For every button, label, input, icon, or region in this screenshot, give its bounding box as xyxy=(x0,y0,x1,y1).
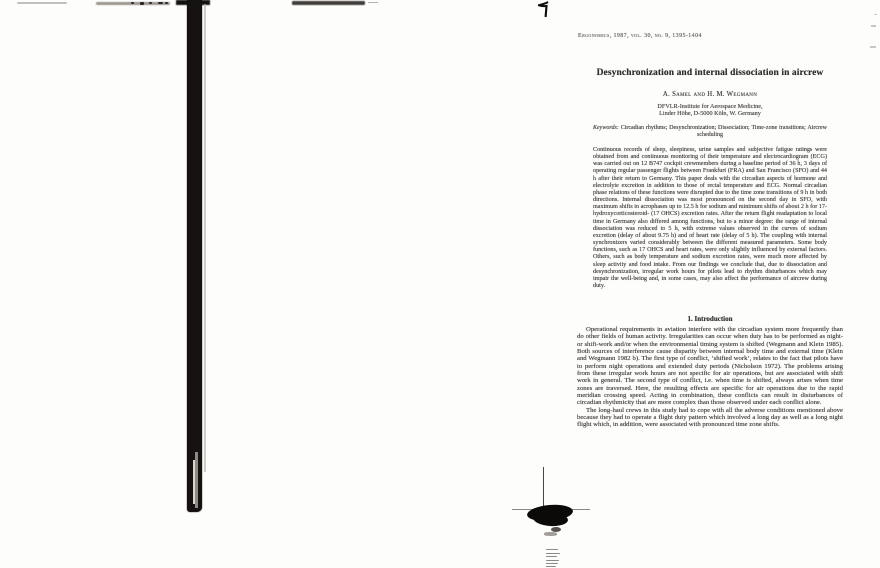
margin-smudge-text xyxy=(546,549,558,550)
ink-blob-smudge xyxy=(544,532,557,536)
author-line: A. Samel and H. M. Wegmann xyxy=(662,91,758,98)
abstract-text: Continuous records of sleep, sleepiness, urine samples and subjective fatigue ratings were obtained from and continuous monitoring of their temperature and electrocardiogram (ECG) was carried out on 12 B747 cockpit crewmembers during a baseline period of 36 h, 3 days of operating regular passenger flights between Frankfurt (FRA) and San Francisco (SFO) and 44 h after their return to Germany. This paper deals with the circadian aspects of hormone and electrolyte excretion in addition to those of rectal temperature and ECG. Normal circadian phase relations of these functions were disrupted due to the time zone transitions of 9 h in both directions. Internal dissociation was most pronounced on the second day in SFO, with maximum shifts in acrophases up to 12.5 h for sodium and minimum shifts of about 2 h for 17-hydroxycorticosteroid- (17 OHCS) excretion rates. After the return flight readaptation to local time in Germany also differed among functions, but to a minor degree: the range of internal dissociation was reduced to 5 h, with extreme values observed in the curves of sodium excretion (delay of about 9.75 h) and of heart rate (delay of 5 h). The coupling with internal synchronizers varied considerably between the different measured parameters. Some body functions, such as 17 OHCS and heart rates, were only slightly influenced by external factors. Others, such as body temperature and sodium excretion rates, were much more affected by sleep activity and food intake. From our findings we conclude that, due to dissociation and desynchronization, irregular work hours for pilots lead to rhythm disturbances which may impair the well-being and, in some cases, may also affect the performance of aircrew during duty. xyxy=(593,147,827,289)
scan-streak-top-tail xyxy=(368,2,378,4)
margin-smudge-text xyxy=(546,553,560,554)
keywords-text: Circadian rhythms; Desynchronization; Dissociation; Time-zone transitions; Aircrew scheduling xyxy=(620,125,828,138)
binding-bar-highlight xyxy=(193,460,195,504)
keywords-block xyxy=(593,125,827,139)
affiliation-line-1: DFVLR-Institute for Aerospace Medicine, xyxy=(657,103,763,110)
scan-edge-tick xyxy=(874,14,877,15)
binding-bar-shadow xyxy=(204,4,206,472)
affiliation-line-2: Linder Höhe, D-5000 Köln, W. Germany xyxy=(659,110,761,117)
scan-edge-tick xyxy=(871,25,876,27)
article-title: Desynchronization and internal dissociation in aircrew xyxy=(596,68,824,78)
binding-bar-core xyxy=(195,452,198,508)
margin-smudge-text xyxy=(546,556,557,557)
scan-streak-top-right xyxy=(292,1,365,5)
article-page-content xyxy=(577,0,843,568)
scan-hairline-bottom xyxy=(543,467,544,508)
scan-speck xyxy=(140,2,144,4)
journal-header-line: Ergonomics, 1987, vol. 30, no. 9, 1395-1404 xyxy=(578,33,702,39)
scan-edge-tick xyxy=(870,46,876,48)
margin-smudge-text xyxy=(546,563,558,564)
scan-streak-top-left xyxy=(17,2,67,4)
keywords-label: Keywords: xyxy=(593,125,619,131)
intro-paragraph-1: Operational requirements in aviation interfere with the circadian system more frequently than do other fields of human activity. Irregularities can occur when duty has to be performed as night- or shift-work and/or when the environmental timing system is shifted (Wegmann and Klein 1985). Both sources of interference cause disparity between internal body time and external time (Klein and Wegmann 1982 b). The first type of conflict, ‘shifted work’, relates to the fact that pilots have to perform night operations and extended duty periods (Nicholson 1972). The problems arising from these irregular work hours are not specific for air operations, but are associated with shift work in general. The second type of conflict, i.e. when time is shifted, always arises when time zones are traversed. Here, the resulting effects are specific for air operations due to the rapid meridian crossing speed. Acting in combination, these conflicts can result in disturbances of circadian rhythmicity that are more complex than those observed under each conflict alone. xyxy=(577,326,843,407)
section-heading-introduction: 1. Introduction xyxy=(687,315,733,323)
ink-mark-icon xyxy=(538,1,552,18)
scan-artifact-binding-bar xyxy=(187,0,202,512)
margin-smudge-text xyxy=(546,566,556,567)
intro-paragraph-2: The long-haul crews in this study had to cope with all the adverse conditions mentioned above because they had to operate a flight duty pattern which involved a long day as well as a long night flight which, in addition, were associated with pronounced time zone shifts. xyxy=(577,406,843,429)
margin-smudge-text xyxy=(546,560,559,561)
introduction-body xyxy=(577,326,843,429)
